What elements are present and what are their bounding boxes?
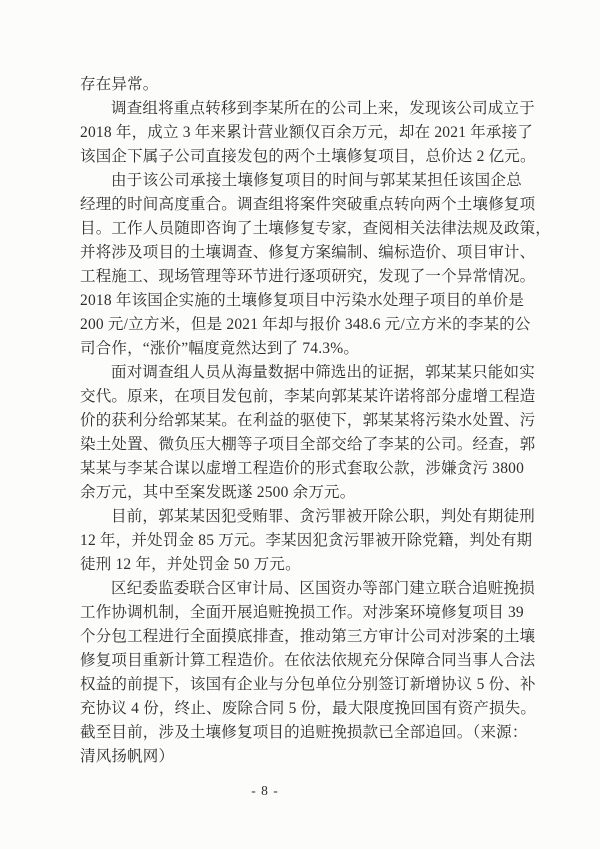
text-line: 目前，郭某某因犯受贿罪、贪污罪被开除公职，判处有期徒刑 bbox=[111, 508, 535, 525]
page-number: - 8 - bbox=[251, 783, 279, 798]
text-line: 个分包工程进行全面摸底排查，推动第三方审计公司对涉案的土壤 bbox=[80, 628, 536, 645]
text-line: 并将涉及项目的土壤调查、修复方案编制、编标造价、项目审计、 bbox=[80, 244, 536, 261]
text-line: 工作协调机制，全面开展追赃挽损工作。对涉案环境修复项目 39 bbox=[80, 604, 524, 621]
text-line: 存在异常。 bbox=[80, 76, 159, 93]
text-line: 截至目前，涉及土壤修复项目的追赃挽损款已全部追回。（来源： bbox=[80, 724, 528, 741]
text-line: 2018 年，成立 3 年来累计营业额仅百余万元，却在 2021 年承接了 bbox=[80, 124, 534, 141]
text-line: 修复项目重新计算工程造价。在依法依规充分保障合同当事人合法 bbox=[80, 652, 536, 669]
text-line: 目。工作人员随即咨询了土壤修复专家，查阅相关法律法规及政策， bbox=[80, 220, 552, 237]
text-line: 由于该公司承接土壤修复项目的时间与郭某某担任该国企总 bbox=[111, 172, 522, 189]
text-line: 区纪委监委联合区审计局、区国资办等部门建立联合追赃挽损 bbox=[111, 580, 535, 597]
page-footer bbox=[0, 783, 530, 799]
text-line: 权益的前提下，该国有企业与分包单位分别签订新增协议 5 份、补 bbox=[80, 676, 536, 693]
text-line: 该国企下属子公司直接发包的两个土壤修复项目，总价达 2 亿元。 bbox=[80, 148, 536, 165]
text-line: 徒刑 12 年，并处罚金 50 万元。 bbox=[80, 556, 301, 573]
text-line: 某某与李某合谋以虚增工程造价的形式套取公款，涉嫌贪污 3800 bbox=[80, 460, 525, 477]
text-line: 价的获利分给郭某某。在利益的驱使下，郭某某将污染水处置、污 bbox=[80, 412, 536, 429]
text-line: 交代。原来，在项目发包前，李某向郭某某许诺将部分虚增工程造 bbox=[80, 388, 536, 405]
text-line: 经理的时间高度重合。调查组将案件突破重点转向两个土壤修复项 bbox=[80, 196, 536, 213]
text-line: 工程施工、现场管理等环节进行逐项研究，发现了一个异常情况。 bbox=[80, 268, 536, 285]
text-line: 调查组将重点转移到李某所在的公司上来，发现该公司成立于 bbox=[111, 100, 535, 117]
text-line: 余万元，其中至案发既遂 2500 余万元。 bbox=[80, 484, 356, 501]
text-line: 染土处置、微负压大棚等子项目全部交给了李某的公司。经查，郭 bbox=[80, 436, 536, 453]
text-line: 12 年，并处罚金 85 万元。李某因犯贪污罪被开除党籍，判处有期 bbox=[80, 532, 533, 549]
text-line: 充协议 4 份，终止、废除合同 5 份，最大限度挽回国有资产损失。 bbox=[80, 700, 537, 717]
text-line: 司合作，“涨价”幅度竟然达到了 74.3%。 bbox=[80, 340, 360, 357]
text-line: 2018 年该国企实施的土壤修复项目中污染水处理子项目的单价是 bbox=[80, 292, 525, 309]
text-line: 面对调查组人员从海量数据中筛选出的证据，郭某某只能如实 bbox=[111, 364, 535, 381]
text-line: 清风扬帆网） bbox=[80, 748, 175, 765]
document-body bbox=[80, 73, 552, 769]
text-line: 200 元/立方米，但是 2021 年却与报价 348.6 元/立方米的李某的公 bbox=[80, 316, 531, 333]
